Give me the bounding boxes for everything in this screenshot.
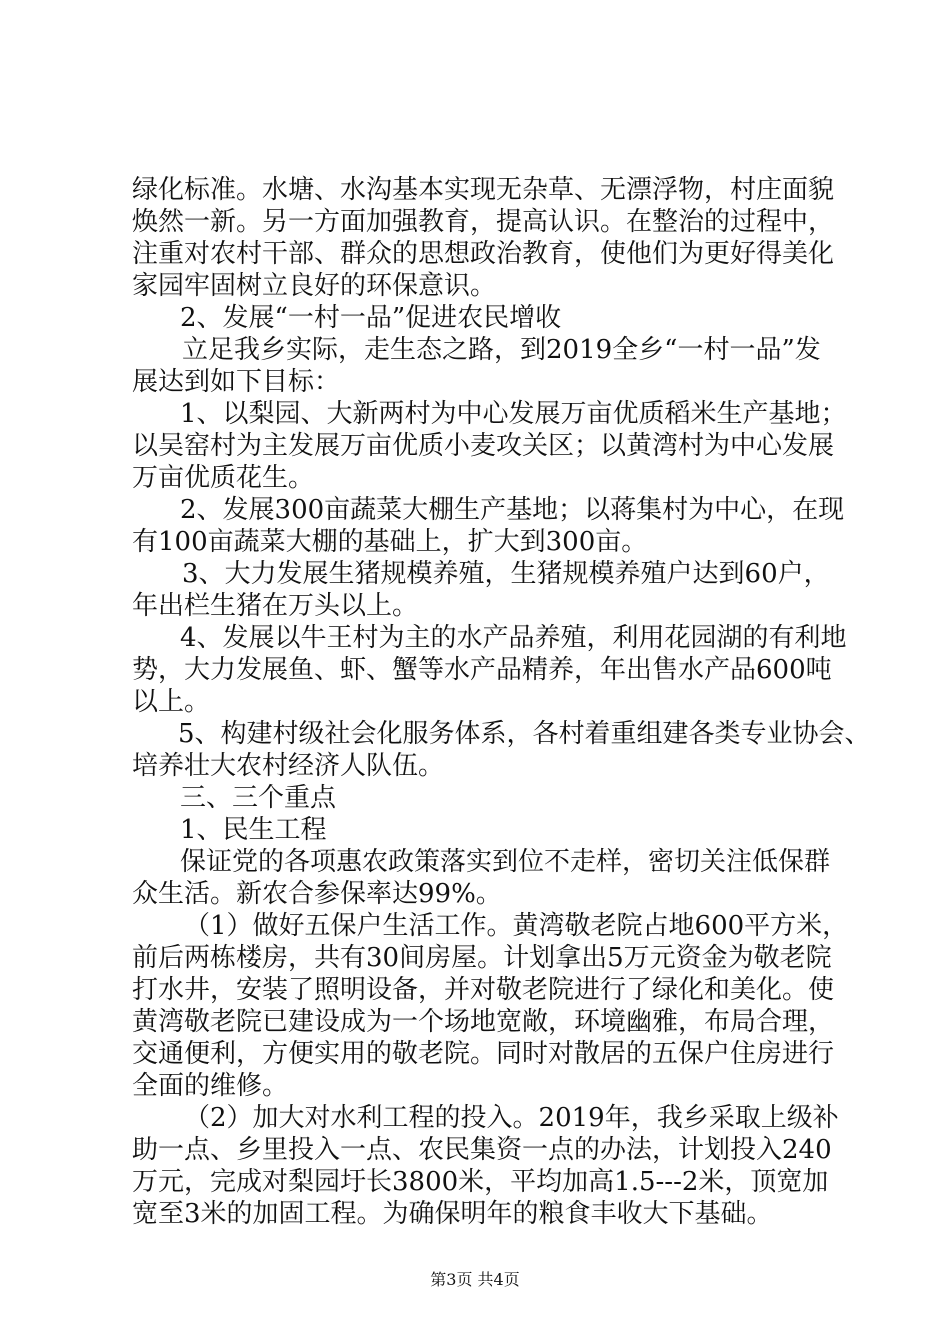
text-line: 万元，完成对梨园圩长3800米，平均加高1.5---2米，顶宽加 xyxy=(132,1167,829,1197)
list-item: 1、以梨园、大新两村为中心发展万亩优质稻米生产基地； xyxy=(180,399,847,429)
text-line: 培养壮大农村经济人队伍。 xyxy=(132,751,445,781)
text-line: 万亩优质花生。 xyxy=(132,463,315,493)
text-line: 有100亩蔬菜大棚的基础上，扩大到300亩。 xyxy=(132,527,648,557)
list-item: （1）做好五保户生活工作。黄湾敬老院占地600平方米， xyxy=(184,911,849,941)
text-line: 全面的维修。 xyxy=(132,1071,289,1101)
text-line: 以吴窑村为主发展万亩优质小麦攻关区；以黄湾村为中心发展 xyxy=(132,431,835,461)
list-item: 5、构建村级社会化服务体系，各村着重组建各类专业协会、 xyxy=(178,719,871,749)
section-heading: 三、三个重点 xyxy=(180,783,337,813)
list-item: 3、大力发展生猪规模养殖，生猪规模养殖户达到60户， xyxy=(182,559,830,589)
text-line: 众生活。新农合参保率达99%。 xyxy=(132,879,502,909)
list-item: 2、发展300亩蔬菜大棚生产基地；以蒋集村为中心，在现 xyxy=(180,495,845,525)
text-line: 年出栏生猪在万头以上。 xyxy=(132,591,419,621)
text-line: 宽至3米的加固工程。为确保明年的粮食丰收大下基础。 xyxy=(132,1199,773,1229)
text-line: 立足我乡实际，走生态之路，到2019全乡“一村一品”发 xyxy=(182,335,821,365)
section-heading: 2、发展“一村一品”促进农民增收 xyxy=(180,303,562,333)
text-line: 以上。 xyxy=(132,687,211,717)
text-line: 黄湾敬老院已建设成为一个场地宽敞，环境幽雅，布局合理， xyxy=(132,1007,835,1037)
text-line: 展达到如下目标： xyxy=(132,367,341,397)
text-line: 家园牢固树立良好的环保意识。 xyxy=(132,271,497,301)
text-line: 保证党的各项惠农政策落实到位不走样，密切关注低保群 xyxy=(180,847,831,877)
text-line: 打水井，安装了照明设备，并对敬老院进行了绿化和美化。使 xyxy=(132,975,835,1005)
text-line: 交通便利，方便实用的敬老院。同时对散居的五保户住房进行 xyxy=(132,1039,835,1069)
page-footer: 第3页 共4页 xyxy=(430,1270,520,1289)
list-item: （2）加大对水利工程的投入。2019年，我乡采取上级补 xyxy=(184,1103,839,1133)
list-item: 4、发展以牛王村为主的水产品养殖，利用花园湖的有利地 xyxy=(180,623,847,653)
text-line: 绿化标准。水塘、水沟基本实现无杂草、无漂浮物，村庄面貌 xyxy=(132,175,835,205)
text-line: 注重对农村干部、群众的思想政治教育，使他们为更好得美化 xyxy=(132,239,835,269)
text-line: 势，大力发展鱼、虾、蟹等水产品精养，年出售水产品600吨 xyxy=(132,655,832,685)
text-line: 前后两栋楼房，共有30间房屋。计划拿出5万元资金为敬老院 xyxy=(132,943,832,973)
text-line: 助一点、乡里投入一点、农民集资一点的办法，计划投入240 xyxy=(132,1135,832,1165)
subsection-heading: 1、民生工程 xyxy=(180,815,327,845)
text-line: 焕然一新。另一方面加强教育，提高认识。在整治的过程中， xyxy=(132,207,835,237)
